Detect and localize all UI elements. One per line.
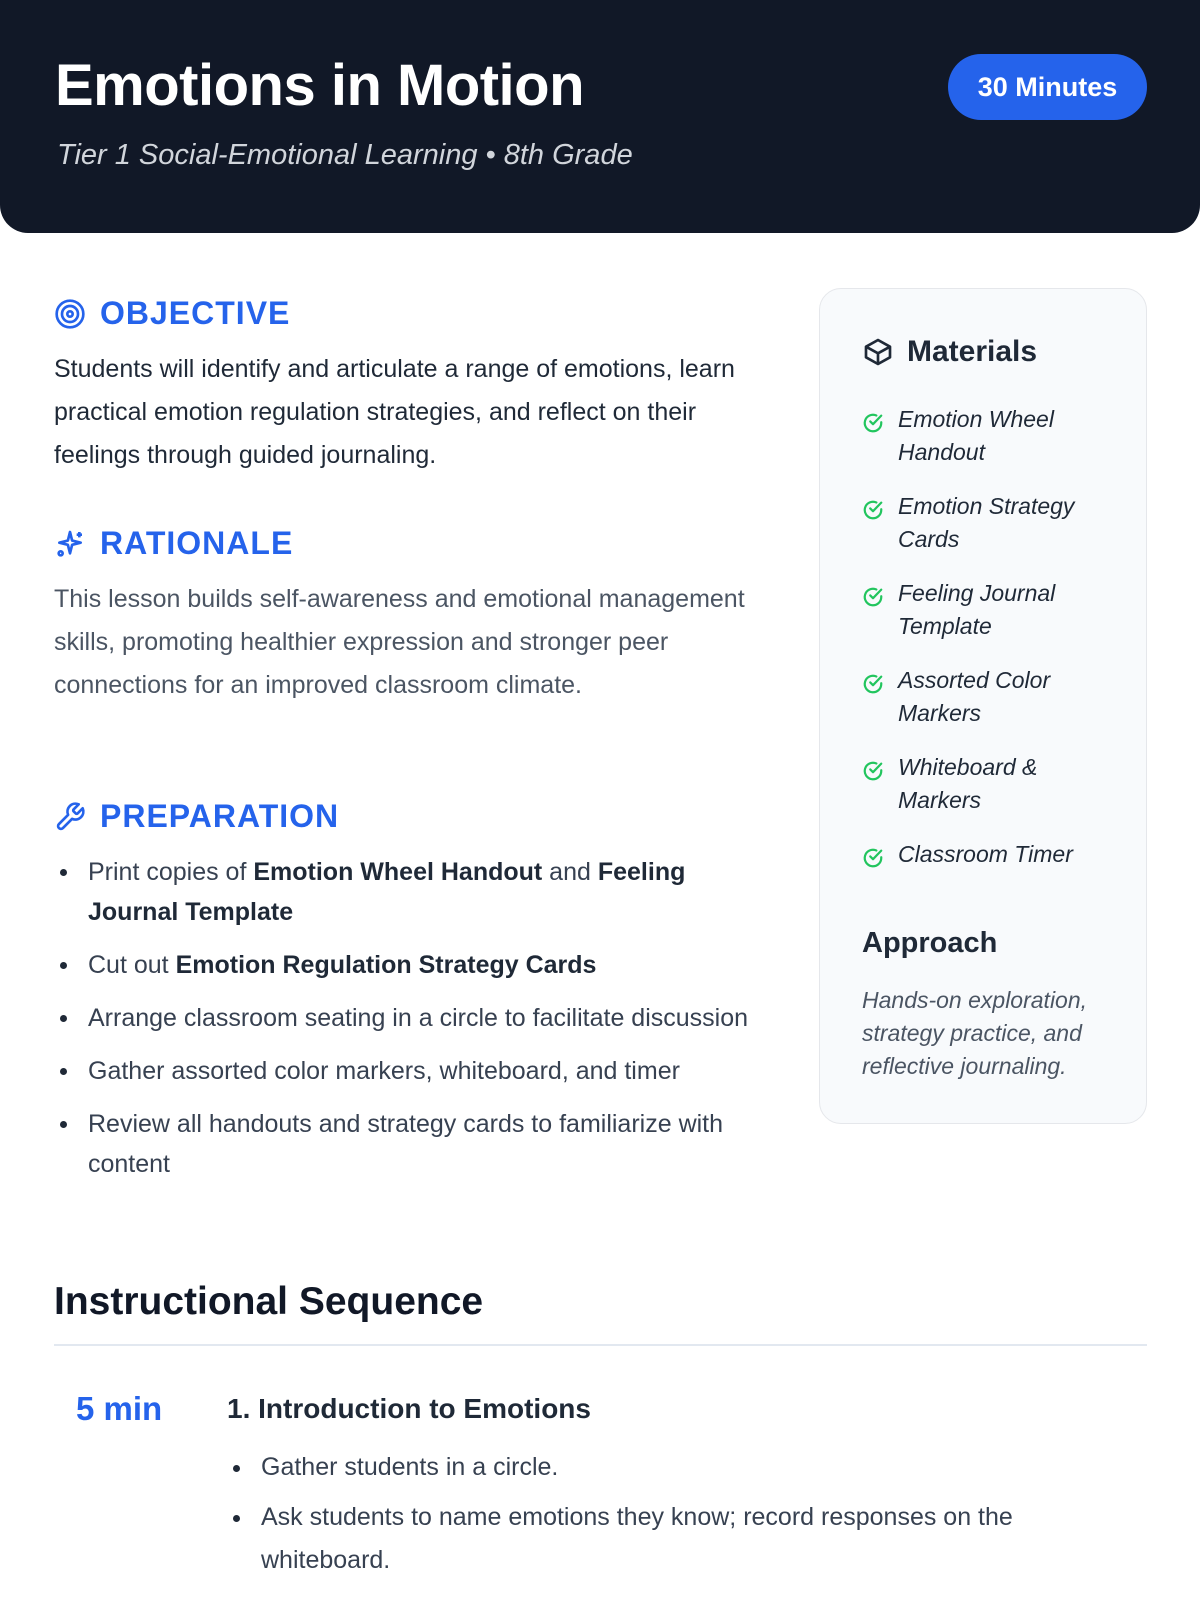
objective-heading-label: OBJECTIVE — [100, 295, 291, 331]
sequence-title: Instructional Sequence — [54, 1280, 484, 1323]
approach-title: Approach — [862, 927, 998, 959]
material-item — [862, 403, 1122, 490]
step-title: 1. Introduction to Emotions — [227, 1393, 591, 1424]
material-label: Feeling Journal Template — [898, 580, 1056, 639]
check-circle-icon — [862, 760, 884, 782]
preparation-list — [54, 852, 774, 1197]
step-time: 5 min — [76, 1390, 163, 1427]
box-icon — [862, 336, 894, 368]
check-circle-icon — [862, 586, 884, 608]
material-item — [862, 577, 1122, 664]
check-circle-icon — [862, 412, 884, 434]
rationale-heading-label: RATIONALE — [100, 525, 294, 561]
sparkles-icon — [54, 528, 86, 560]
preparation-item — [54, 945, 774, 985]
preparation-item — [54, 1104, 774, 1184]
material-label: Whiteboard & Markers — [898, 754, 1038, 813]
rationale-text: This lesson builds self-awareness and emotional management skills, promoting healthier expression and stronger peer connections for an improved classroom climate. — [54, 585, 745, 699]
lesson-subtitle: Tier 1 Social-Emotional Learning • 8th Grade — [57, 139, 633, 171]
check-circle-icon — [862, 847, 884, 869]
material-item — [862, 664, 1122, 751]
item-text: Arrange classroom seating in a circle to facilitate discussion — [88, 1004, 749, 1032]
preparation-item — [54, 1051, 774, 1091]
bold-item-name: Emotion Wheel Handout — [253, 858, 543, 886]
item-text: and — [542, 858, 598, 886]
lesson-header — [0, 0, 1200, 233]
approach-text: Hands-on exploration, strategy practice, and reflective journaling. — [862, 987, 1088, 1079]
objective-heading — [54, 295, 290, 332]
material-label: Emotion Strategy Cards — [898, 493, 1075, 552]
materials-list — [862, 403, 1122, 925]
rationale-heading — [54, 525, 293, 562]
bold-item-name: Feeling Journal Template — [88, 858, 686, 926]
preparation-item — [54, 998, 774, 1038]
material-item — [862, 838, 1122, 925]
material-item — [862, 490, 1122, 577]
step-list-item: Gather students in a circle. — [227, 1446, 1127, 1489]
item-text: Print copies of — [88, 858, 254, 886]
material-label: Classroom Timer — [898, 841, 1073, 867]
materials-heading — [862, 335, 1037, 369]
target-icon — [54, 298, 86, 330]
preparation-heading — [54, 798, 339, 835]
preparation-item — [54, 852, 774, 932]
check-circle-icon — [862, 499, 884, 521]
materials-card — [819, 288, 1147, 1124]
preparation-heading-label: PREPARATION — [100, 798, 340, 834]
item-text: Cut out — [88, 951, 176, 979]
item-text: Review all handouts and strategy cards to familiarize with content — [88, 1110, 724, 1178]
objective-text: Students will identify and articulate a range of emotions, learn practical emotion regulation strategies, and reflect on their feelings through guided journaling. — [54, 355, 735, 469]
sequence-divider — [54, 1344, 1147, 1346]
materials-title: Materials — [907, 335, 1038, 368]
item-text: Gather assorted color markers, whiteboard, and timer — [88, 1057, 680, 1085]
material-label: Emotion Wheel Handout — [898, 406, 1054, 465]
step-list — [227, 1446, 1127, 1589]
wrench-icon — [54, 801, 86, 833]
check-circle-icon — [862, 673, 884, 695]
lesson-title: Emotions in Motion — [55, 53, 585, 118]
duration-badge: 30 Minutes — [948, 54, 1147, 120]
material-item — [862, 751, 1122, 838]
step-list-item: Ask students to name emotions they know; record responses on the whiteboard. — [227, 1496, 1127, 1582]
material-label: Assorted Color Markers — [898, 667, 1051, 726]
bold-item-name: Emotion Regulation Strategy Cards — [175, 951, 597, 979]
